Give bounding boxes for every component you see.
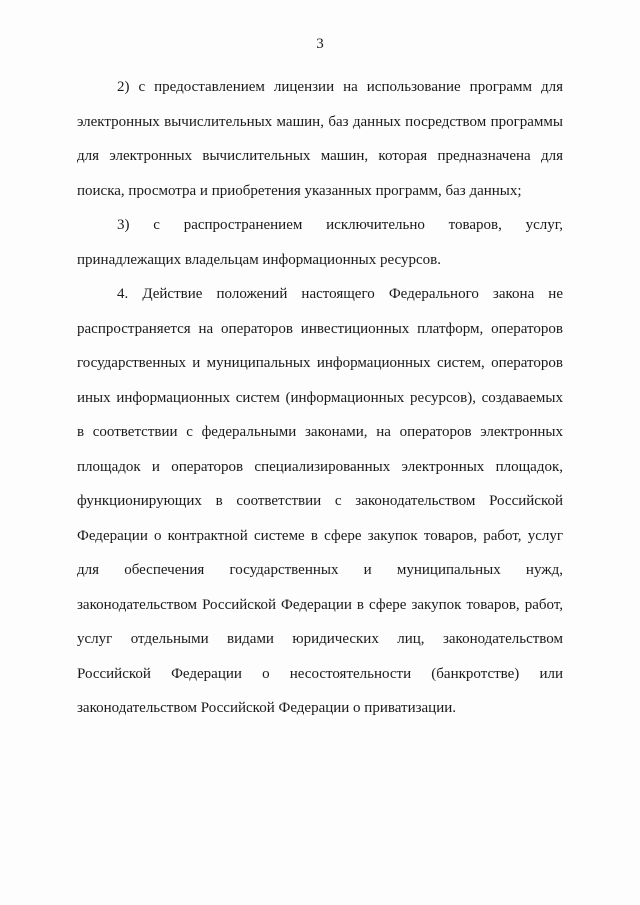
paragraph-item-3: 3) с распространением исключительно товаров, услуг, принадлежащих владельцам информационных ресурсов. bbox=[77, 217, 563, 268]
document-body bbox=[77, 70, 563, 726]
paragraph-item-2: 2) с предоставлением лицензии на использование программ для электронных вычислительных машин, баз данных посредством программы для электронных вычислительных машин, которая предназначена для поиска, просмотра и приобретения указанных программ, баз данных; bbox=[77, 79, 563, 199]
paragraph-clause-4: 4. Действие положений настоящего Федерального закона не распространяется на операторов инвестиционных платформ, операторов государственных и муниципальных информационных систем, операторов иных информационных систем (информационных ресурсов), создаваемых в соответствии с федеральными законами, на операторов электронных площадок и операторов специализированных электронных площадок, функционирующих в соответствии с законодательством Российской Федерации о контрактной системе в сфере закупок товаров, работ, услуг для обеспечения государственных и муниципальных нужд, законодательством Российской Федерации в сфере закупок товаров, работ, услуг отдельными видами юридических лиц, законодательством Российской Федерации о несостоятельности (банкротстве) или законодательством Российской Федерации о приватизации. bbox=[77, 286, 563, 716]
page-number: 3 bbox=[316, 36, 324, 52]
